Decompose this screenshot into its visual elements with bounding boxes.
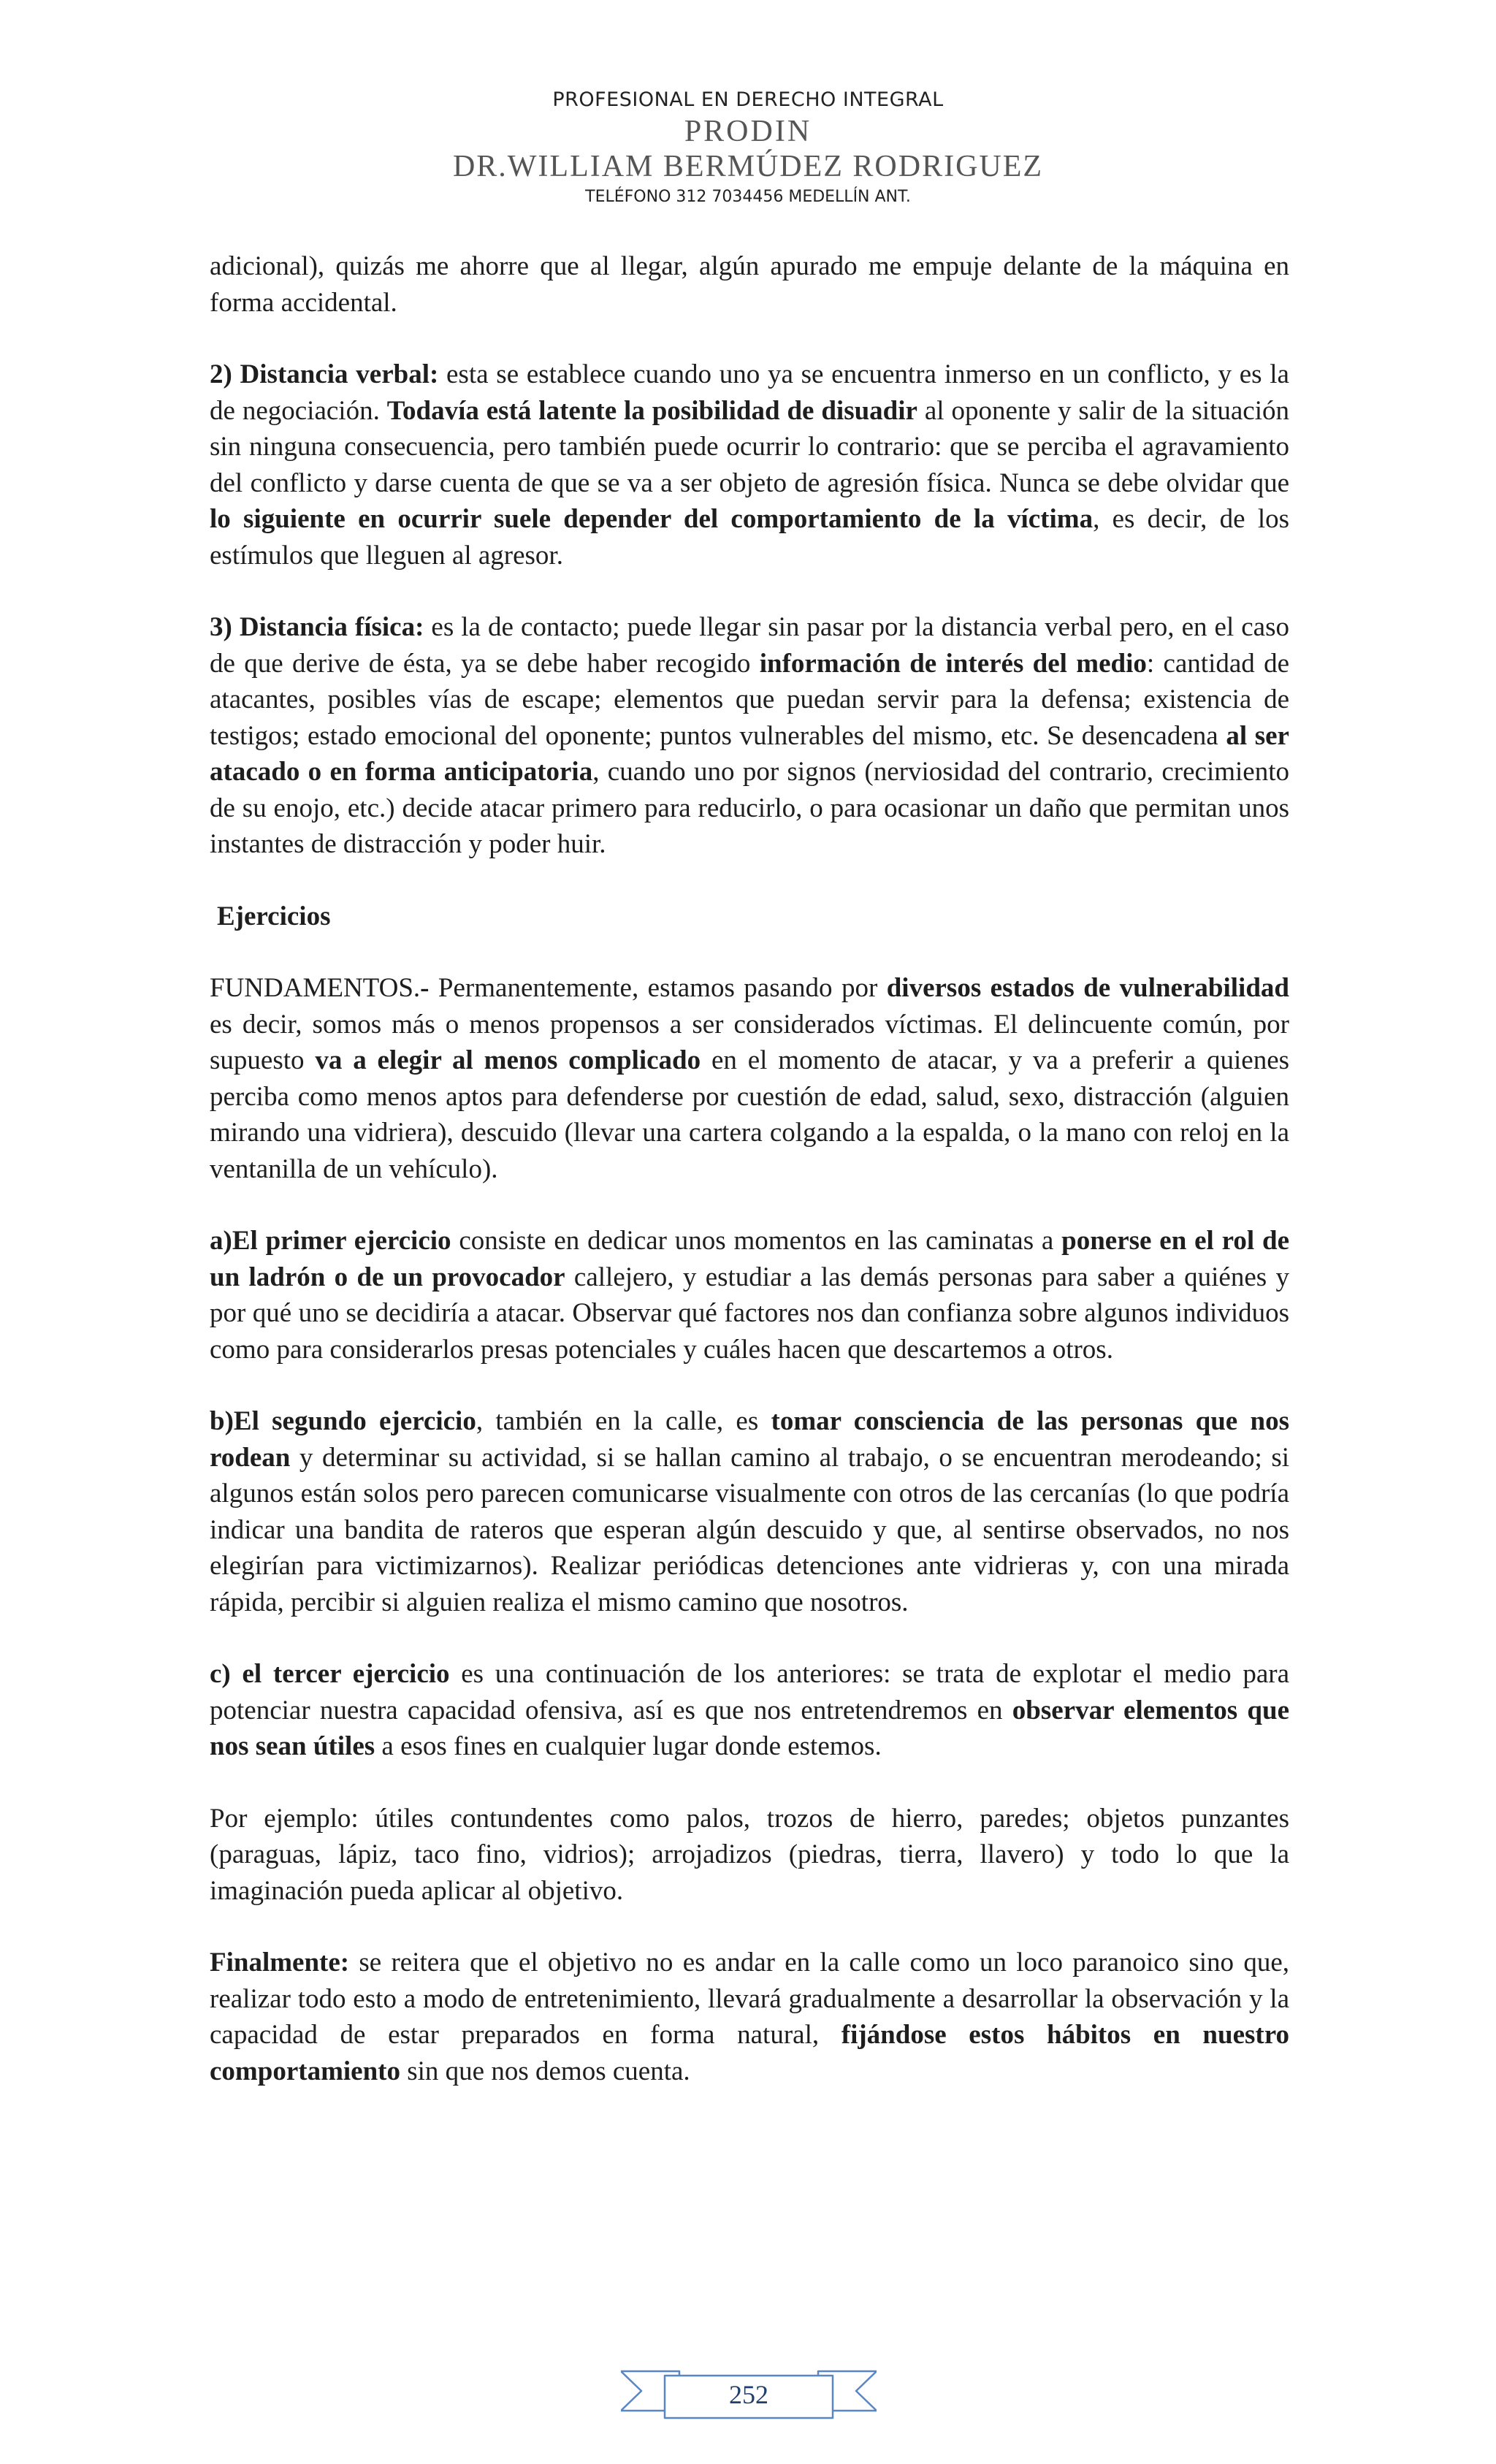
- text: callejero, y estudiar a las demás personas para saber a quiénes y por qué uno se decidiría a atacar. Observar qué factores nos dan confianza sobre algunos individuos como para considerarlos presas potenciales y cuáles hacen que descartemos a otros.: [210, 1262, 1289, 1365]
- bold-text: b)El segundo ejercicio: [210, 1406, 476, 1436]
- page-header: [0, 86, 1496, 210]
- text: se reitera que el objetivo no es andar en la calle como un loco paranoico sino que, realizar todo esto a modo de entretenimiento, llevará gradualmente a desarrollar la observación y la capacidad de estar preparados en forma natural,: [210, 1948, 1289, 2050]
- text: adicional), quizás me ahorre que al llegar, algún apurado me empuje delante de la máquina en forma accidental.: [210, 251, 1289, 318]
- bold-text: diversos estados de vulnerabilidad: [886, 973, 1289, 1003]
- text: es decir, somos más o menos propensos a ser considerados víctimas. El delincuente común, por supuesto: [210, 1009, 1289, 1075]
- bold-text: tomar consciencia de las personas que nos rodean: [210, 1406, 1289, 1473]
- bold-text: c) el tercer ejercicio: [210, 1659, 450, 1689]
- text: es una continuación de los anteriores: se trata de explotar el medio para potenciar nuestra capacidad ofensiva, así es que nos entretendremos en: [210, 1659, 1289, 1725]
- text: , es decir, de los estímulos que lleguen al agresor.: [210, 504, 1289, 571]
- bold-text: Todavía está latente la posibilidad de disuadir: [386, 395, 917, 426]
- paragraph-tercer-ejercicio: [210, 1656, 1289, 1765]
- page-number: 252: [729, 2380, 768, 2409]
- bold-text: observar elementos que nos sean útiles: [210, 1695, 1289, 1761]
- text: esta se establece cuando uno ya se encuentra inmerso en un conflicto, y es la de negociación.: [210, 359, 1289, 426]
- bold-text: ponerse en el rol de un ladrón o de un provocador: [210, 1226, 1289, 1292]
- section-heading: [210, 899, 1289, 935]
- document-body: [210, 248, 1289, 2125]
- text: consiste en dedicar unos momentos en las caminatas a: [451, 1226, 1062, 1256]
- bold-text: fijándose estos hábitos en nuestro comportamiento: [210, 2020, 1289, 2086]
- bold-text: al ser atacado o en forma anticipatoria: [210, 720, 1289, 787]
- text: Permanentemente, estamos pasando por: [429, 973, 887, 1003]
- bold-text: 2) Distancia verbal:: [210, 359, 439, 389]
- paragraph-continuation: [210, 248, 1289, 321]
- text: al oponente y salir de la situación sin ninguna consecuencia, pero también puede ocurrir lo contrario: que se perciba el agravamiento del conflicto y darse cuenta de que se va a ser objeto de agresión física. Nunca se debe olvidar que: [210, 395, 1289, 498]
- bold-text: -: [420, 973, 430, 1003]
- page-number-ribbon: [621, 2365, 877, 2424]
- text: y determinar su actividad, si se hallan camino al trabajo, o se encuentran merodeando; si algunos están solos pero parecen comunicarse visualmente con otros de las cercanías (lo que podría indicar una bandita de rateros que esperan algún descuido y que, al sentirse observados, no nos elegirían para victimizarnos). Realizar periódicas detenciones ante vidrieras y, con una mirada rápida, percibir si alguien realiza el mismo camino que nosotros.: [210, 1442, 1289, 1617]
- text: a esos fines en cualquier lugar donde estemos.: [375, 1731, 882, 1761]
- text: es la de contacto; puede llegar sin pasar por la distancia verbal pero, en el caso de que derive de ésta, ya se debe haber recogido: [210, 612, 1289, 679]
- bold-text: información de interés del medio: [759, 648, 1147, 679]
- text: FUNDAMENTOS.: [210, 973, 421, 1003]
- paragraph-fundamentos: [210, 970, 1289, 1187]
- text: en el momento de atacar, y va a preferir a quienes perciba como menos aptos para defenderse por cuestión de edad, salud, sexo, distracción (alguien mirando una vidriera), descuido (llevar una cartera colgando a la espalda, o la mano con reloj en la ventanilla de un vehículo).: [210, 1045, 1290, 1184]
- header-author: DR.WILLIAM BERMÚDEZ RODRIGUEZ: [452, 150, 1044, 183]
- text: : cantidad de atacantes, posibles vías de escape; elementos que puedan servir para la defensa; existencia de testigos; estado emocional del oponente; puntos vulnerables del mismo, etc. Se desencadena: [210, 648, 1289, 751]
- heading-text: Ejercicios: [217, 901, 331, 931]
- text: , también en la calle, es: [476, 1406, 771, 1436]
- bold-text: Finalmente:: [210, 1948, 350, 1977]
- text: , cuando uno por signos (nerviosidad del contrario, crecimiento de su enojo, etc.) decide atacar primero para reducirlo, o para ocasionar un daño que permitan unos instantes de distracción y poder huir.: [210, 757, 1289, 859]
- header-phone: TELÉFONO 312 7034456 MEDELLÍN ANT.: [585, 188, 911, 206]
- header-acronym: PRODIN: [684, 115, 812, 148]
- paragraph-segundo-ejercicio: [210, 1403, 1289, 1620]
- paragraph-distancia-fisica: [210, 609, 1289, 863]
- paragraph-ejemplo: [210, 1801, 1289, 1910]
- paragraph-finalmente: [210, 1945, 1289, 2089]
- header-title: PROFESIONAL EN DERECHO INTEGRAL: [552, 88, 944, 111]
- paragraph-primer-ejercicio: [210, 1223, 1289, 1368]
- bold-text: lo siguiente en ocurrir suele depender del comportamiento de la víctima: [210, 504, 1094, 534]
- bold-text: 3) Distancia física:: [210, 612, 424, 642]
- bold-text: a)El primer ejercicio: [210, 1226, 451, 1256]
- paragraph-distancia-verbal: [210, 356, 1289, 573]
- bold-text: va a elegir al menos complicado: [315, 1045, 701, 1075]
- text: Por ejemplo: útiles contundentes como palos, trozos de hierro, paredes; objetos punzantes (paraguas, lápiz, taco fino, vidrios); arrojadizos (piedras, tierra, llavero) y todo lo que la imaginación pueda aplicar al objetivo.: [210, 1803, 1289, 1906]
- text: sin que nos demos cuenta.: [400, 2056, 690, 2086]
